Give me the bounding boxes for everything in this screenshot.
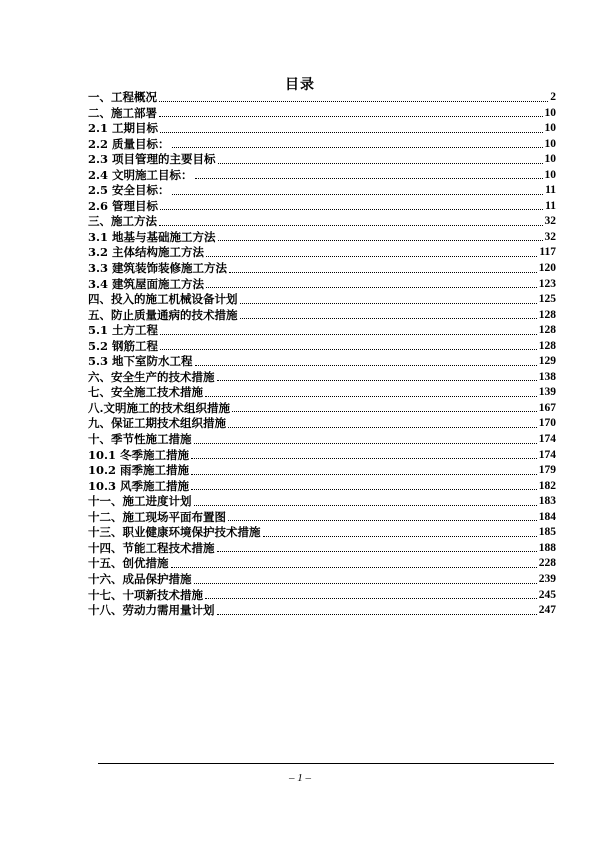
toc-entry-page: 10	[544, 137, 556, 150]
toc-entry-label: 5.1 土方工程	[88, 323, 159, 338]
toc-entry[interactable]	[88, 494, 556, 510]
toc-entry-page: 247	[538, 604, 556, 617]
toc-entry-label: 2.5 安全目标：	[88, 183, 170, 198]
toc-entry[interactable]	[88, 432, 556, 448]
toc-entry[interactable]	[88, 401, 556, 417]
toc-entry-label: 一、工程概况	[88, 90, 157, 104]
footer-divider	[98, 763, 554, 764]
toc-entry-label: 八.文明施工的技术组织措施	[88, 400, 231, 415]
dot-leader	[159, 100, 548, 102]
toc-entry-label: 三、施工方法	[88, 214, 157, 229]
toc-entry-page: 128	[538, 324, 556, 337]
toc-entry-page: 117	[539, 246, 556, 259]
toc-entry[interactable]	[88, 556, 556, 572]
toc-entry-page: 10	[544, 168, 556, 181]
toc-entry[interactable]	[88, 90, 556, 106]
toc-entry-label: 2.6 管理目标	[88, 198, 159, 213]
toc-entry-page: 32	[544, 215, 556, 228]
toc-entry-label: 3.3 建筑装饰装修施工方法	[88, 261, 228, 276]
toc-entry-page: 179	[538, 464, 556, 477]
dot-leader	[160, 348, 537, 350]
toc-entry-page: 32	[544, 230, 556, 243]
toc-entry-page: 239	[538, 572, 556, 585]
toc-entry[interactable]	[88, 370, 556, 386]
dot-leader	[218, 239, 543, 241]
dot-leader	[159, 224, 543, 226]
dot-leader	[191, 473, 537, 475]
toc-entry-label: 5.3 地下室防水工程	[88, 354, 193, 369]
dot-leader	[195, 364, 537, 366]
toc-entry-label: 二、施工部署	[88, 105, 157, 120]
dot-leader	[205, 395, 537, 397]
toc-entry-label: 十四、节能工程技术措施	[88, 540, 215, 555]
dot-leader	[191, 457, 537, 459]
dot-leader	[160, 333, 537, 335]
toc-entry-page: 188	[538, 541, 556, 554]
dot-leader	[159, 115, 543, 117]
toc-entry-page: 125	[538, 293, 556, 306]
dot-leader	[194, 442, 537, 444]
toc-entry-page: 128	[538, 308, 556, 321]
toc-entry[interactable]	[88, 121, 556, 137]
toc-entry[interactable]	[88, 183, 556, 199]
toc-entry[interactable]	[88, 277, 556, 293]
toc-entry-label: 十七、十项新技术措施	[88, 587, 203, 602]
toc-entry-page: 245	[538, 588, 556, 601]
toc-entry-label: 七、安全施工技术措施	[88, 385, 203, 400]
dot-leader	[171, 566, 537, 568]
page-title: 目录	[285, 77, 315, 93]
dot-leader	[217, 379, 537, 381]
toc-entry-page: 10	[544, 106, 556, 119]
dot-leader	[217, 613, 537, 615]
dot-leader	[206, 255, 537, 257]
toc-entry[interactable]	[88, 525, 556, 541]
toc-entry[interactable]	[88, 463, 556, 479]
toc-entry-page: 2	[550, 91, 556, 103]
toc-entry-page: 228	[538, 557, 556, 570]
toc-entry[interactable]	[88, 137, 556, 153]
toc-entry-label: 十六、成品保护措施	[88, 571, 192, 586]
toc-entry-label: 5.2 钢筋工程	[88, 338, 159, 353]
toc-entry[interactable]	[88, 572, 556, 588]
dot-leader	[194, 504, 537, 506]
toc-entry[interactable]	[88, 230, 556, 246]
table-of-contents	[88, 90, 556, 619]
toc-entry-label: 九、保证工期技术组织措施	[88, 416, 226, 431]
toc-entry-page: 170	[538, 417, 556, 430]
dot-leader	[172, 193, 544, 195]
toc-entry-page: 11	[545, 184, 556, 197]
dot-leader	[160, 131, 542, 133]
toc-entry-label: 3.1 地基与基础施工方法	[88, 229, 216, 244]
toc-entry-label: 十三、职业健康环境保护技术措施	[88, 525, 261, 540]
toc-entry[interactable]	[88, 308, 556, 324]
toc-entry-page: 174	[538, 448, 556, 461]
toc-entry[interactable]	[88, 152, 556, 168]
dot-leader	[205, 597, 537, 599]
toc-entry[interactable]	[88, 603, 556, 619]
toc-entry-page: 183	[538, 495, 556, 508]
dot-leader	[194, 582, 537, 584]
toc-entry-label: 10.3 风季施工措施	[88, 478, 190, 493]
toc-entry-page: 182	[538, 479, 556, 492]
toc-entry[interactable]	[88, 541, 556, 557]
toc-entry[interactable]	[88, 323, 556, 339]
toc-entry-label: 六、安全生产的技术措施	[88, 369, 215, 384]
dot-leader	[172, 146, 543, 148]
toc-entry[interactable]	[88, 292, 556, 308]
toc-entry-page: 138	[538, 370, 556, 383]
toc-entry-label: 10.1 冬季施工措施	[88, 447, 190, 462]
dot-leader	[228, 426, 537, 428]
toc-entry[interactable]	[88, 385, 556, 401]
toc-entry-page: 184	[538, 510, 556, 523]
page-number: – 1 –	[289, 772, 311, 784]
dot-leader	[228, 519, 537, 521]
toc-entry-page: 167	[538, 401, 556, 414]
dot-leader	[217, 550, 537, 552]
toc-entry-page: 11	[545, 199, 556, 212]
dot-leader	[229, 271, 537, 273]
toc-entry[interactable]	[88, 510, 556, 526]
toc-entry-page: 128	[538, 339, 556, 352]
toc-entry[interactable]	[88, 588, 556, 604]
toc-entry[interactable]	[88, 245, 556, 261]
dot-leader	[191, 488, 537, 490]
dot-leader	[232, 410, 537, 412]
toc-entry-label: 四、投入的施工机械设备计划	[88, 292, 238, 307]
dot-leader	[218, 162, 543, 164]
dot-leader	[240, 302, 537, 304]
dot-leader	[206, 286, 537, 288]
dot-leader	[160, 208, 543, 210]
toc-entry[interactable]	[88, 354, 556, 370]
toc-entry[interactable]	[88, 199, 556, 215]
toc-entry-page: 185	[538, 526, 556, 539]
toc-entry-label: 十二、施工现场平面布置图	[88, 509, 226, 524]
toc-entry[interactable]	[88, 214, 556, 230]
toc-entry-label: 五、防止质量通病的技术措施	[88, 307, 238, 322]
toc-entry-label: 3.4 建筑屋面施工方法	[88, 276, 205, 291]
toc-entry-page: 129	[538, 355, 556, 368]
dot-leader	[240, 317, 537, 319]
toc-entry[interactable]	[88, 261, 556, 277]
toc-entry-page: 174	[538, 433, 556, 446]
toc-entry-label: 10.2 雨季施工措施	[88, 463, 190, 478]
toc-entry-label: 十、季节性施工措施	[88, 432, 192, 447]
toc-entry[interactable]	[88, 106, 556, 122]
toc-entry-label: 2.1 工期目标	[88, 121, 159, 136]
toc-entry-label: 2.3 项目管理的主要目标	[88, 152, 216, 167]
toc-entry-page: 10	[544, 122, 556, 135]
toc-entry-label: 十五、创优措施	[88, 556, 169, 571]
toc-entry-page: 123	[538, 277, 556, 290]
toc-entry-page: 120	[538, 262, 556, 275]
toc-entry[interactable]	[88, 448, 556, 464]
toc-entry-page: 139	[538, 386, 556, 399]
dot-leader	[263, 535, 537, 537]
toc-entry-label: 十一、施工进度计划	[88, 494, 192, 509]
toc-entry-label: 十八、劳动力需用量计划	[88, 603, 215, 618]
toc-entry[interactable]	[88, 168, 556, 184]
toc-entry-page: 10	[544, 153, 556, 166]
toc-entry-label: 2.4 文明施工目标：	[88, 167, 193, 182]
dot-leader	[195, 177, 543, 179]
toc-entry-label: 2.2 质量目标：	[88, 136, 170, 151]
toc-entry-label: 3.2 主体结构施工方法	[88, 245, 205, 260]
toc-entry[interactable]	[88, 416, 556, 432]
toc-entry[interactable]	[88, 479, 556, 495]
toc-entry[interactable]	[88, 339, 556, 355]
